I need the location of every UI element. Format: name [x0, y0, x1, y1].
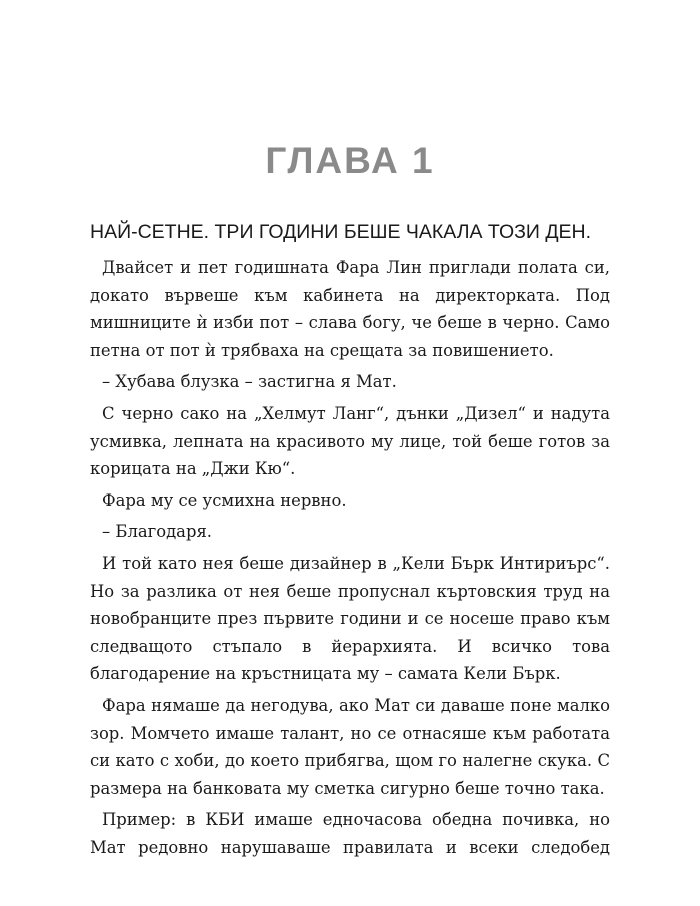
paragraph: С черно сако на „Хелмут Ланг“, дънки „Дизел“ и надута усмивка, лепната на красивото му лице, той беше готов за корицата на „Джи Кю“. [90, 403, 610, 479]
chapter-title: ГЛАВА 1 [265, 140, 435, 181]
chapter-body [90, 254, 610, 865]
paragraph: Фара нямаше да негодува, ако Мат си даваше поне малко зор. Момчето имаше талант, но се отнасяше към работата си като с хоби, до което прибягва, щом го налегне скука. С размера на банковата му сметка сигурно беше точно така. [90, 695, 610, 798]
paragraph: Фара му се усмихна нервно. [102, 490, 347, 510]
paragraph: Пример: в КБИ имаше едночасова обедна почивка, но Мат редовно нарушаваше правилата и всеки следобед [90, 810, 610, 857]
paragraph: И той като нея беше дизайнер в „Кели Бърк Интириърс“. Но за разлика от нея беше пропуснал къртовския труд на новобранците през първите години и се носеше право към следващото стъпало в йерархията. И всичко това благодарение на кръстницата му – самата Кели Бърк. [90, 553, 610, 684]
paragraph: – Благодаря. [102, 522, 212, 542]
chapter-lead-line: НАЙ-СЕТНЕ. ТРИ ГОДИНИ БЕШЕ ЧАКАЛА ТОЗИ ДЕН. [90, 221, 592, 243]
paragraph: Двайсет и пет годишната Фара Лин приглади полата си, докато вървеше към кабинета на директорката. Под мишниците ѝ изби пот – слава богу, че беше в черно. Само петна от пот ѝ трябваха на срещата за повишението. [90, 258, 610, 360]
paragraph: – Хубава блузка – застигна я Мат. [102, 372, 397, 392]
